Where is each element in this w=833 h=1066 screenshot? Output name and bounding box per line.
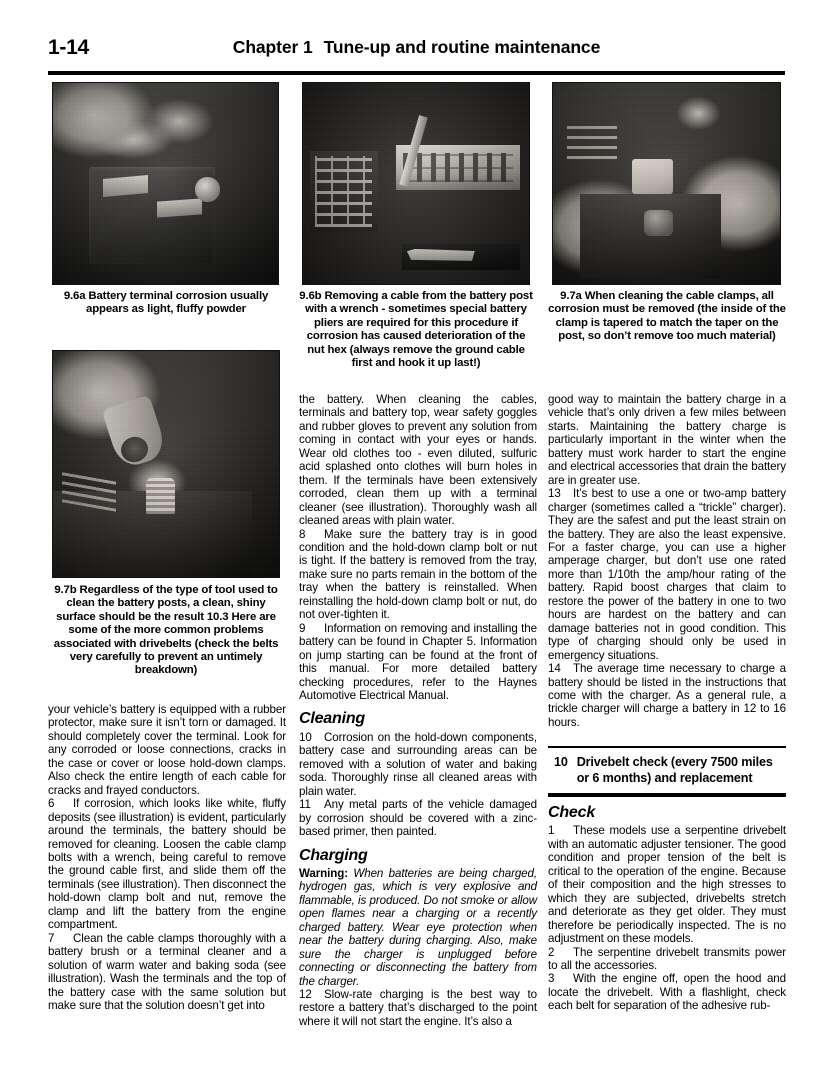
heading-charging: Charging [299, 846, 368, 864]
paragraph-12 [299, 988, 537, 1028]
paragraph-continuation: the battery. When cleaning the cables, terminals and battery top, wear safety goggles and rubber gloves to prevent any solution from coming in contact with your eyes or hands. Wear old clothes too - even diluted, sulfuric acid splashed onto clothes will burn holes in them. If the terminals have been extensively corroded, clean them up with a terminal cleaner (see illustration). Thoroughly wash all cleaned areas with plain water. [299, 393, 537, 528]
heading-cleaning: Cleaning [299, 710, 365, 728]
paragraph-text: These models use a serpentine drivebelt with an automatic adjuster tensioner. The good condition and proper tension of the belt is critical to the operation of the engine. Because of their composition and the high stresses to which they are subjected, drivebelts stretch and deteriorate as they get older. They must therefore be periodically inspected. The is no adjustment on these models. [548, 824, 786, 946]
paragraph-3 [548, 972, 786, 1012]
figure-photo-9-7b [52, 350, 280, 578]
paragraph-continuation: good way to maintain the battery charge in a vehicle that’s only driven a few miles between starts. Maintaining the battery charge is particularly important in the winter when the battery must work harder to start the engine and electrical accessories that drain the battery are in greater use. [548, 393, 786, 487]
section-title: Drivebelt check (every 7500 miles or 6 months) and replacement [576, 755, 773, 785]
warning-paragraph [299, 867, 537, 988]
figure-photo-9-7a [552, 82, 781, 285]
chapter-title-text: Tune-up and routine maintenance [323, 37, 601, 57]
paragraph-7 [48, 932, 286, 1013]
figure-caption-9-7a: 9.7a When cleaning the cable clamps, all corrosion must be removed (the inside of the clamp is tapered to match the taper on the post, so don’t remove too much material) [548, 290, 786, 343]
section-heading-drivebelt-check [548, 746, 786, 797]
paragraph-number: 14 [548, 662, 561, 676]
paragraph-text: The serpentine drivebelt transmits power to all the accessories. [548, 945, 786, 972]
right-column-body-bottom [548, 806, 786, 1013]
paragraph-8 [299, 528, 537, 622]
middle-column-body [299, 393, 537, 1028]
right-column-body-top [548, 393, 786, 729]
paragraph-text: The average time necessary to charge a battery should be listed in the instructions that come with the charger. As a general rule, a trickle charger will charge a battery in 12 to 16 hours. [548, 662, 786, 729]
page-header [48, 36, 785, 70]
paragraph-number: 11 [299, 798, 311, 812]
paragraph-9 [299, 622, 537, 703]
paragraph-number: 2 [548, 945, 555, 959]
photo-vignette [53, 351, 279, 577]
photo-vignette [553, 83, 780, 284]
paragraph-number: 3 [548, 972, 555, 986]
paragraph-text: Clean the cable clamps thoroughly with a battery brush or a terminal cleaner and a solution of warm water and baking soda (see illustration). Wash the terminals and the top of the battery case with the same solution but make sure that the solution doesn’t get into [48, 931, 286, 1012]
paragraph-11 [299, 798, 537, 838]
figure-photo-9-6a [52, 82, 279, 285]
paragraph-text: Slow-rate charging is the best way to restore a battery that’s discharged to the point where it will not start the engine. It’s also a [299, 988, 537, 1028]
paragraph-number: 13 [548, 487, 561, 501]
paragraph-14 [548, 662, 786, 729]
paragraph-text: With the engine off, open the hood and locate the drivebelt. With a flashlight, check each belt for separation of the adhesive rub- [548, 972, 786, 1013]
heading-check: Check [548, 804, 596, 821]
paragraph-2 [548, 946, 786, 973]
paragraph-6 [48, 797, 286, 932]
figure-caption-9-7b: 9.7b Regardless of the type of tool used to clean the battery posts, a clean, shiny surface should be the result 10.3 Here are some of the more common problems associated with drivebelts (check the belts very carefully to prevent an untimely breakdown) [53, 584, 279, 677]
header-divider [48, 71, 785, 75]
section-number: 10 [554, 755, 568, 769]
chapter-title [48, 37, 785, 58]
photo-image-9-7a [553, 83, 780, 284]
paragraph-number: 6 [48, 797, 55, 811]
warning-label: Warning: [299, 866, 348, 880]
paragraph-number: 10 [299, 730, 312, 744]
paragraph-10 [299, 731, 537, 798]
paragraph-number: 7 [48, 931, 55, 945]
paragraph-continuation: your vehicle’s battery is equipped with a rubber protector, make sure it isn’t torn or damaged. It should completely cover the terminal. Look for any corroded or loose connections, cracks in the case or cover or loose hold-down clamps. Also check the entire length of each cable for cracks and frayed conductors. [48, 703, 286, 797]
chapter-number: Chapter 1 [232, 37, 313, 57]
paragraph-1 [548, 824, 786, 945]
figure-photo-9-6b [302, 82, 530, 285]
paragraph-number: 1 [548, 824, 555, 838]
photo-vignette [303, 83, 529, 284]
paragraph-text: Corrosion on the hold-down components, battery case and surrounding areas can be removed with a solution of water and baking soda. Thoroughly rinse all cleaned areas with plain water. [299, 730, 537, 798]
section-rule-bottom [548, 793, 786, 797]
figure-caption-9-6b: 9.6b Removing a cable from the battery post with a wrench - sometimes special battery pliers are required for this procedure if corrosion has caused deterioration of the nut hex (always remove the ground cable first and hook it up last!) [299, 290, 533, 370]
photo-vignette [53, 83, 278, 284]
photo-image-9-6b [303, 83, 529, 284]
paragraph-text: Information on removing and installing the battery can be found in Chapter 5. Information on jump starting can be found at the front of this manual. For more detailed battery checking procedures, refer to the Haynes Automotive Electrical Manual. [299, 621, 537, 702]
paragraph-number: 8 [299, 527, 306, 541]
paragraph-number: 9 [299, 621, 306, 635]
photo-image-9-6a [53, 83, 278, 284]
paragraph-number: 12 [299, 988, 312, 1002]
left-column-body [48, 703, 286, 1012]
paragraph-13 [548, 487, 786, 662]
paragraph-text: Make sure the battery tray is in good condition and the hold-down clamp bolt or nut is tight. If the battery is removed from the tray, make sure no parts remain in the bottom of the tray when the battery is reinstalled. When reinstalling the hold-down clamp bolt or nut, do not over-tighten it. [299, 527, 537, 622]
section-heading-inner [548, 748, 786, 793]
figure-caption-9-6a: 9.6a Battery terminal corrosion usually appears as light, fluffy powder [63, 290, 269, 316]
warning-text: When batteries are being charged, hydrogen gas, which is very explosive and flammable, is produced. Do not smoke or allow open flames near a charging or a recently charged battery. Wear eye protection when near the battery during charging. Also, make sure the charger is unplugged before connecting or disconnecting the battery from the charger. [299, 866, 537, 988]
photo-image-9-7b [53, 351, 279, 577]
paragraph-text: Any metal parts of the vehicle damaged by corrosion should be covered with a zinc-based primer, then painted. [299, 798, 537, 839]
paragraph-text: It’s best to use a one or two-amp battery charger (sometimes called a “trickle” charger). They are the safest and put the least strain on the battery. They are also the least expensive. For a faster charge, you can use a higher amperage charger, but don’t use one rated more than 1/10th the amp/hour rating of the battery. Rapid boost charges that claim to restore the power of the battery in one to two hours are hardest on the battery and can damage batteries not in good condition. This type of charging should only be used in emergency situations. [548, 487, 786, 662]
page-number: 1-14 [48, 36, 89, 59]
paragraph-text: If corrosion, which looks like white, fluffy deposits (see illustration) is evident, particularly around the terminals, the battery should be removed for cleaning. Loosen the cable clamp bolts with a wrench, being careful to remove the ground cable first, and slide them off the terminals (see illustration). Then disconnect the hold-down clamp bolt and nut, remove the clamp and lift the battery from the engine compartment. [48, 797, 286, 932]
